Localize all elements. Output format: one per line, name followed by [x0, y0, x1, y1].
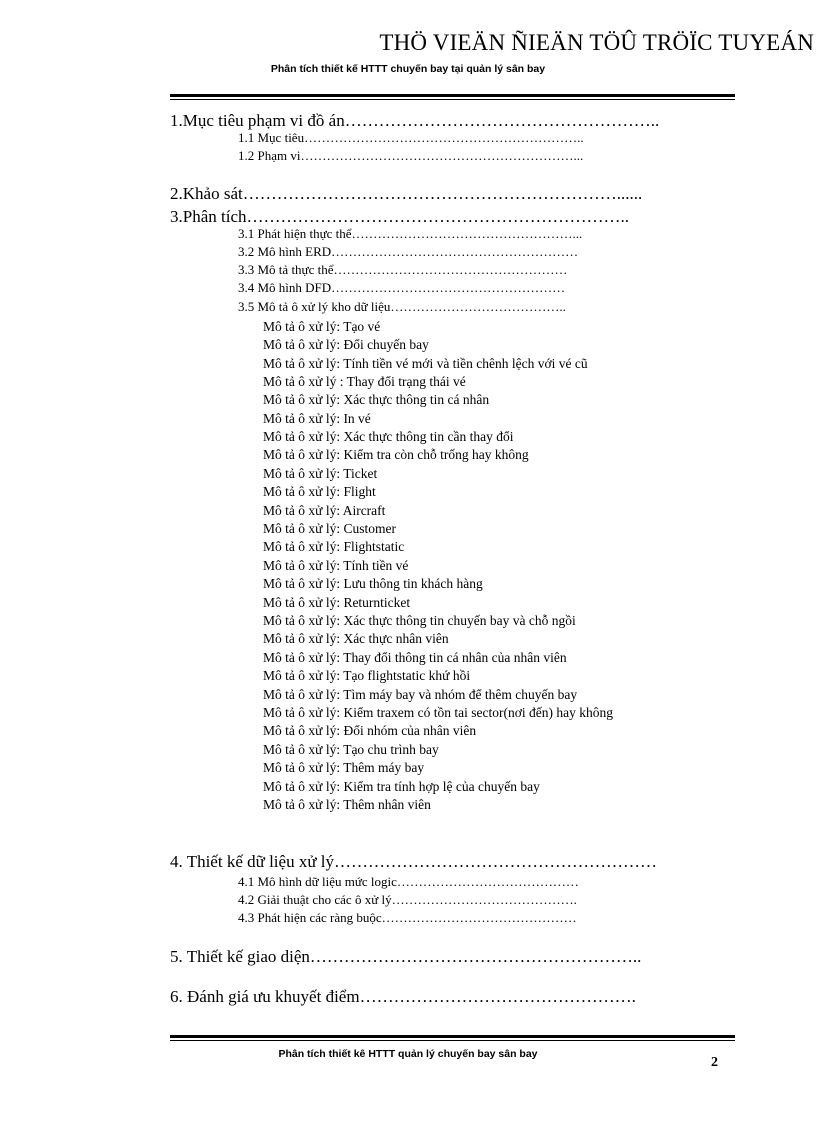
header-rule [170, 94, 735, 100]
toc-entry-level-2[interactable]: 1.1 Mục tiêu……………………………………………………….. [238, 131, 584, 145]
toc-entry-level-3[interactable]: Mô tả ô xử lý: In vé [263, 411, 371, 426]
page-number: 2 [711, 1055, 718, 1070]
toc-entry-level-2[interactable]: 4.2 Giải thuật cho các ô xử lý……………………………………. [238, 893, 577, 907]
toc-entry-level-3[interactable]: Mô tả ô xử lý: Tạo vé [263, 319, 381, 334]
toc-entry-level-2[interactable]: 3.2 Mô hình ERD………………………………………………… [238, 245, 579, 259]
toc-entry-level-3[interactable]: Mô tả ô xử lý: Kiểm tra tính hợp lệ của chuyến bay [263, 779, 540, 794]
toc-entry-level-3[interactable]: Mô tả ô xử lý: Đổi chuyến bay [263, 337, 429, 352]
toc-entry-level-3[interactable]: Mô tả ô xử lý: Aircraft [263, 503, 386, 518]
toc-entry-level-2[interactable]: 3.4 Mô hình DFD……………………………………………… [238, 281, 566, 295]
toc-entry-level-3[interactable]: Mô tả ô xử lý: Lưu thông tin khách hàng [263, 576, 483, 591]
toc-entry-level-3[interactable]: Mô tả ô xử lý: Returnticket [263, 595, 411, 610]
watermark-text: THÖ VIEÄN ÑIEÄN TÖÛ TRÖÏC TUYEÁN [379, 30, 814, 55]
toc-entry-level-2[interactable]: 3.5 Mô tả ô xử lý kho dữ liệu………………………………….. [238, 300, 566, 314]
toc-entry-level-2[interactable]: 4.1 Mô hình dữ liệu mức logic…………………………………… [238, 875, 579, 889]
toc-entry-level-3[interactable]: Mô tả ô xử lý: Xác thực thông tin cần thay đổi [263, 429, 514, 444]
toc-entry-level-3[interactable]: Mô tả ô xử lý: Ticket [263, 466, 378, 481]
toc-entry-level-1[interactable]: 5. Thiết kế giao diện………………………………………………….. [170, 947, 642, 966]
toc-entry-level-3[interactable]: Mô tả ô xử lý: Customer [263, 521, 396, 536]
toc-entry-level-3[interactable]: Mô tả ô xử lý: Thêm nhân viên [263, 797, 431, 812]
footer-rule [170, 1035, 735, 1041]
toc-entry-level-3[interactable]: Mô tả ô xử lý: Thêm máy bay [263, 760, 425, 775]
toc-entry-level-2[interactable]: 4.3 Phát hiện các ràng buộc……………………………………… [238, 911, 577, 925]
toc-entry-level-3[interactable]: Mô tả ô xử lý: Tạo flightstatic khứ hồi [263, 668, 471, 683]
toc-entry-level-2[interactable]: 3.3 Mô tả thực thể……………………………………………… [238, 263, 568, 277]
toc-entry-level-1[interactable]: 4. Thiết kế dữ liệu xử lý………………………………………………… [170, 852, 658, 871]
running-footer: Phân tích thiết kê HTTT quản lý chuyến bay sân bay [278, 1048, 538, 1060]
toc-entry-level-3[interactable]: Mô tả ô xử lý : Thay đổi trạng thái vé [263, 374, 466, 389]
toc-entry-level-1[interactable]: 1.Mục tiêu phạm vi đồ án……………………………………………….. [170, 111, 660, 130]
toc-entry-level-3[interactable]: Mô tả ô xử lý: Tìm máy bay và nhóm để thêm chuyến bay [263, 687, 578, 702]
toc-entry-level-2[interactable]: 3.1 Phát hiện thực thể……………………………………………... [238, 227, 583, 241]
toc-entry-level-3[interactable]: Mô tả ô xử lý: Xác thực thông tin chuyến bay và chỗ ngồi [263, 613, 576, 628]
toc-entry-level-1[interactable]: 6. Đánh giá ưu khuyết điểm…………………………………………. [170, 987, 636, 1006]
toc-entry-level-3[interactable]: Mô tả ô xử lý: Tạo chu trình bay [263, 742, 439, 757]
toc-entry-level-3[interactable]: Mô tả ô xử lý: Tính tiền vé [263, 558, 409, 573]
toc-entry-level-2[interactable]: 1.2 Phạm vi………………………………………………………... [238, 149, 584, 163]
toc-entry-level-3[interactable]: Mô tả ô xử lý: Kiểm tra còn chỗ trống hay không [263, 447, 529, 462]
toc-entry-level-3[interactable]: Mô tả ô xử lý: Đổi nhóm của nhân viên [263, 723, 477, 738]
toc-entry-level-1[interactable]: 3.Phân tích………………………………………………………….. [170, 207, 629, 226]
toc-entry-level-3[interactable]: Mô tả ô xử lý: Xác thực thông tin cá nhân [263, 392, 490, 407]
toc-entry-level-3[interactable]: Mô tả ô xử lý: Flight [263, 484, 376, 499]
toc-entry-level-1[interactable]: 2.Khảo sát…………………………………………………………...... [170, 184, 643, 203]
running-header: Phân tích thiết kế HTTT chuyến bay tại quản lý sân bay [270, 63, 546, 75]
toc-entry-level-3[interactable]: Mô tả ô xử lý: Flightstatic [263, 539, 405, 554]
toc-entry-level-3[interactable]: Mô tả ô xử lý: Kiểm traxem có tồn tai sector(nơi đến) hay không [263, 705, 613, 720]
toc-entry-level-3[interactable]: Mô tả ô xử lý: Xác thực nhân viên [263, 631, 449, 646]
toc-entry-level-3[interactable]: Mô tả ô xử lý: Tính tiền vé mới và tiền chênh lệch với vé cũ [263, 356, 588, 371]
toc-entry-level-3[interactable]: Mô tả ô xử lý: Thay đổi thông tin cá nhân của nhân viên [263, 650, 567, 665]
